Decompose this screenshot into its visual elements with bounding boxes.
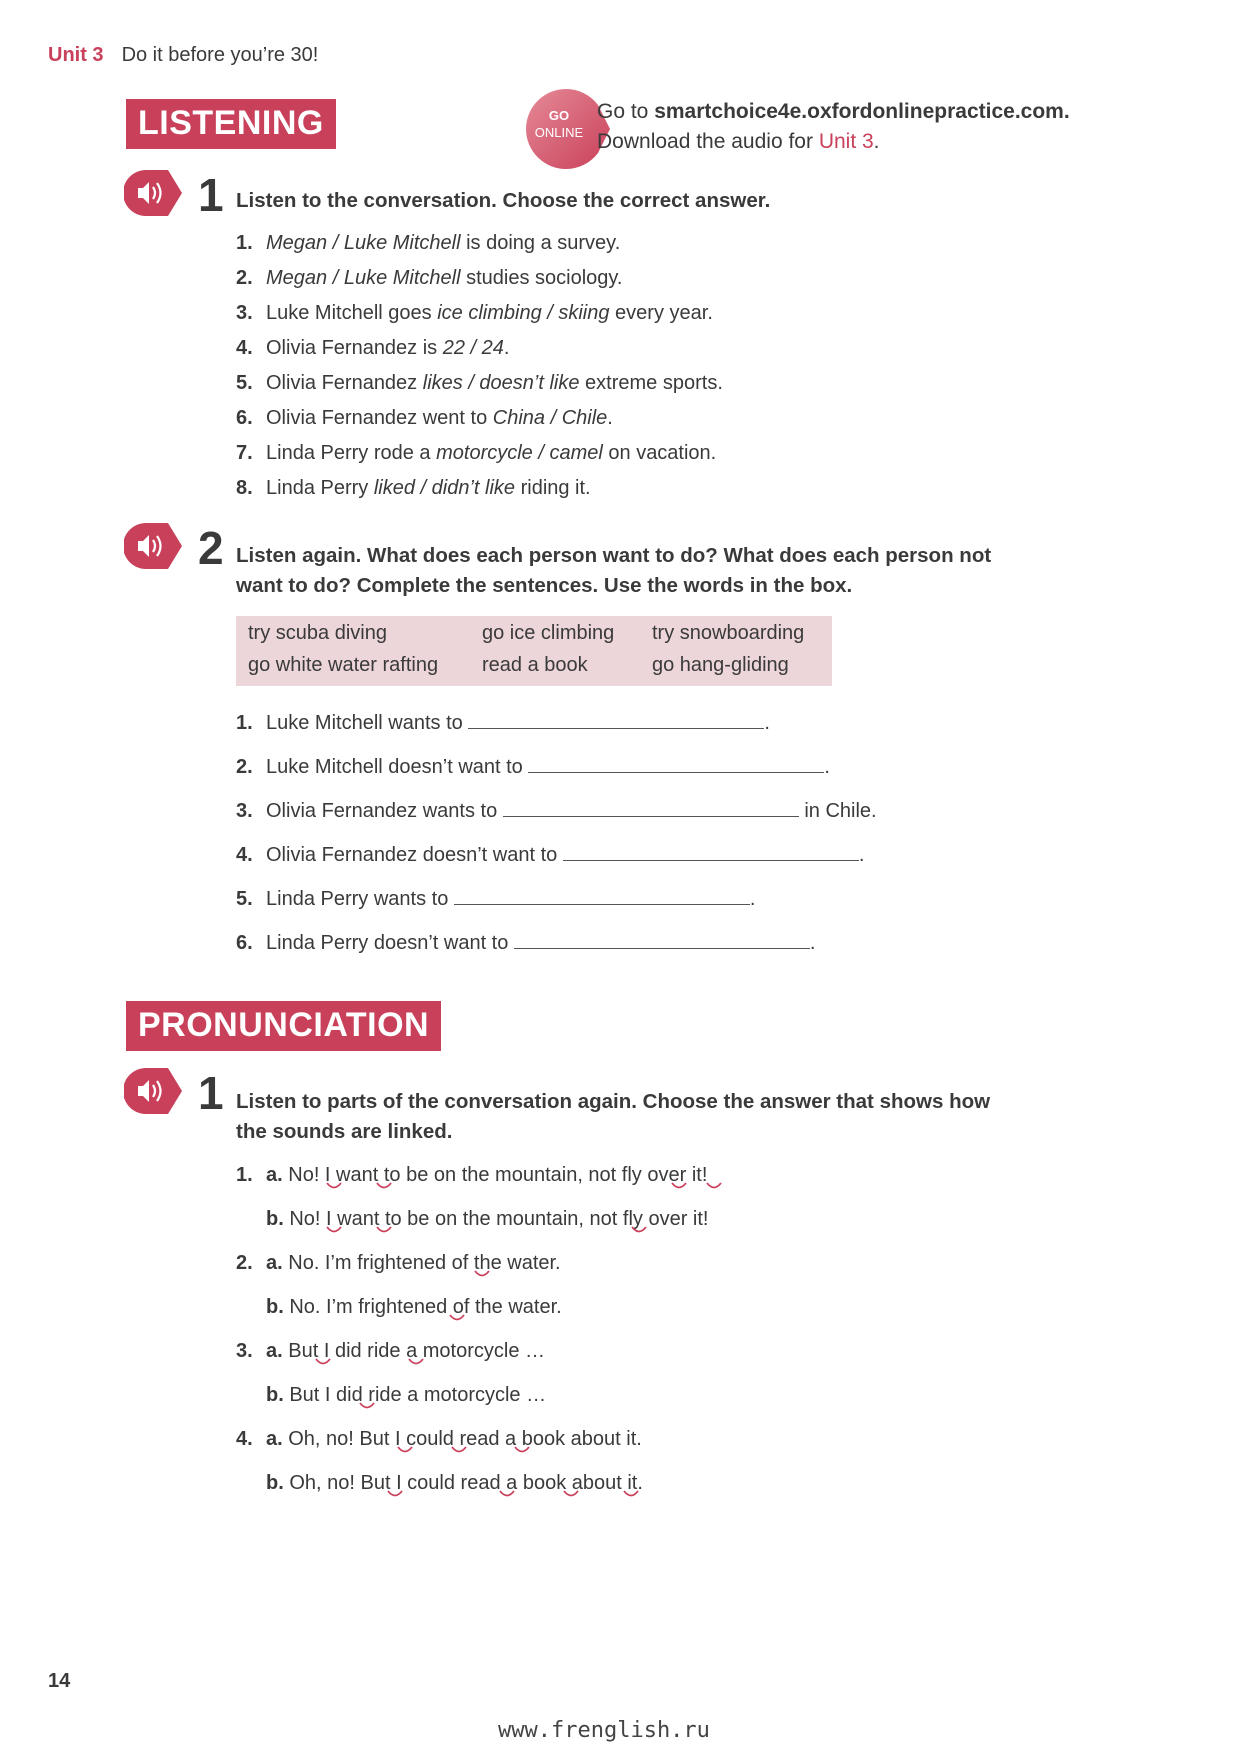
exercise-instruction	[236, 1087, 990, 1147]
pronunciation-banner: PRONUNCIATION	[126, 1001, 441, 1051]
answer-blank[interactable]	[454, 884, 750, 905]
instruction-line: the sounds are linked.	[236, 1120, 453, 1143]
choice-options[interactable]: liked / didn’t like	[373, 477, 516, 499]
word-option: try snowboarding	[652, 622, 805, 644]
answer-blank[interactable]	[468, 708, 764, 729]
list-item: 1. Luke Mitchell wants to .	[236, 708, 770, 736]
pronunciation-option[interactable]: b. No. I’m frightened of the water.	[266, 1296, 562, 1318]
pronunciation-option[interactable]: b. Oh, no! But I could read a book about it.	[266, 1472, 643, 1494]
instruction-line: want to do? Complete the sentences. Use the words in the box.	[236, 574, 853, 597]
unit-title: Do it before you’re 30!	[121, 44, 319, 66]
choice-options[interactable]: ice climbing / skiing	[437, 302, 610, 324]
pronunciation-option[interactable]: 1. a. No! I want to be on the mountain, not fly over it!	[236, 1164, 708, 1186]
link-mark	[707, 1183, 721, 1188]
choice-options[interactable]: Megan / Luke Mitchell	[266, 267, 461, 289]
word-box	[236, 616, 832, 686]
instruction-line: Listen again. What does each person want to do? What does each person not	[236, 544, 992, 567]
footer-url[interactable]: www.frenglish.ru	[498, 1718, 710, 1743]
speaker-icon[interactable]	[124, 168, 184, 218]
instruction-line: Listen to parts of the conversation again. Choose the answer that shows how	[236, 1090, 991, 1113]
list-item: 6. Linda Perry doesn’t want to .	[236, 928, 815, 956]
word-option: try scuba diving	[248, 622, 387, 644]
list-item: 4. Olivia Fernandez doesn’t want to .	[236, 840, 864, 868]
unit-label: Unit 3	[48, 44, 104, 66]
pronunciation-option[interactable]: b. No! I want to be on the mountain, not fly over it!	[266, 1208, 709, 1230]
running-head	[48, 44, 318, 67]
list-item: 5. Olivia Fernandez likes / doesn’t like extreme sports.	[236, 372, 723, 394]
exercise-instruction: Listen to the conversation. Choose the correct answer.	[236, 189, 771, 212]
answer-blank[interactable]	[563, 840, 859, 861]
go-online-text	[597, 97, 1070, 157]
speaker-icon[interactable]	[124, 521, 184, 571]
choice-options[interactable]: Megan / Luke Mitchell	[266, 232, 461, 254]
word-option: read a book	[482, 654, 588, 676]
go-online-url[interactable]: smartchoice4e.oxfordonlinepractice.com.	[654, 100, 1070, 123]
go-online-badge-line1: GO	[548, 108, 570, 123]
list-item: 3. Olivia Fernandez wants to in Chile.	[236, 796, 877, 824]
download-suffix: .	[873, 130, 880, 153]
choice-options[interactable]: likes / doesn’t like	[422, 372, 580, 394]
list-item: 7. Linda Perry rode a motorcycle / camel on vacation.	[236, 442, 717, 464]
list-item: 2. Megan / Luke Mitchell studies sociology.	[236, 267, 623, 289]
word-option: go hang-gliding	[652, 654, 789, 676]
list-item: 3. Luke Mitchell goes ice climbing / skiing every year.	[236, 302, 713, 324]
answer-blank[interactable]	[514, 928, 810, 949]
download-unit-link[interactable]: Unit 3	[818, 130, 874, 153]
pronunciation-option[interactable]: b. But I did ride a motorcycle …	[266, 1384, 547, 1406]
listening-banner: LISTENING	[126, 99, 336, 149]
list-item: 2. Luke Mitchell doesn’t want to .	[236, 752, 830, 780]
choice-options[interactable]: motorcycle / camel	[436, 442, 603, 464]
page-number: 14	[48, 1670, 71, 1692]
exercise-number: 1	[198, 1067, 224, 1119]
choice-options[interactable]: China / Chile	[492, 407, 608, 429]
exercise-number: 2	[198, 522, 224, 574]
list-item: 8. Linda Perry liked / didn’t like riding it.	[236, 477, 591, 499]
choice-options[interactable]: 22 / 24	[442, 337, 504, 359]
list-item: 6. Olivia Fernandez went to China / Chile.	[236, 407, 613, 429]
pronunciation-option[interactable]: 4. a. Oh, no! But I could read a book about it.	[236, 1428, 642, 1450]
download-prefix: Download the audio for	[597, 130, 819, 153]
exercise-instruction	[236, 541, 991, 601]
list-item: 5. Linda Perry wants to .	[236, 884, 755, 912]
go-online-badge-line2: ONLINE	[534, 125, 584, 140]
answer-blank[interactable]	[528, 752, 824, 773]
list-item: 4. Olivia Fernandez is 22 / 24.	[236, 337, 510, 359]
pronunciation-option[interactable]: 2. a. No. I’m frightened of the water.	[236, 1252, 561, 1274]
speaker-icon[interactable]	[124, 1066, 184, 1116]
word-option: go white water rafting	[248, 654, 439, 676]
exercise-number: 1	[198, 169, 224, 221]
list-item: 1. Megan / Luke Mitchell is doing a survey.	[236, 232, 621, 254]
word-option: go ice climbing	[482, 622, 615, 644]
go-online-prefix: Go to	[597, 100, 655, 123]
pronunciation-option[interactable]: 3. a. But I did ride a motorcycle …	[236, 1340, 546, 1362]
answer-blank[interactable]	[503, 796, 799, 817]
